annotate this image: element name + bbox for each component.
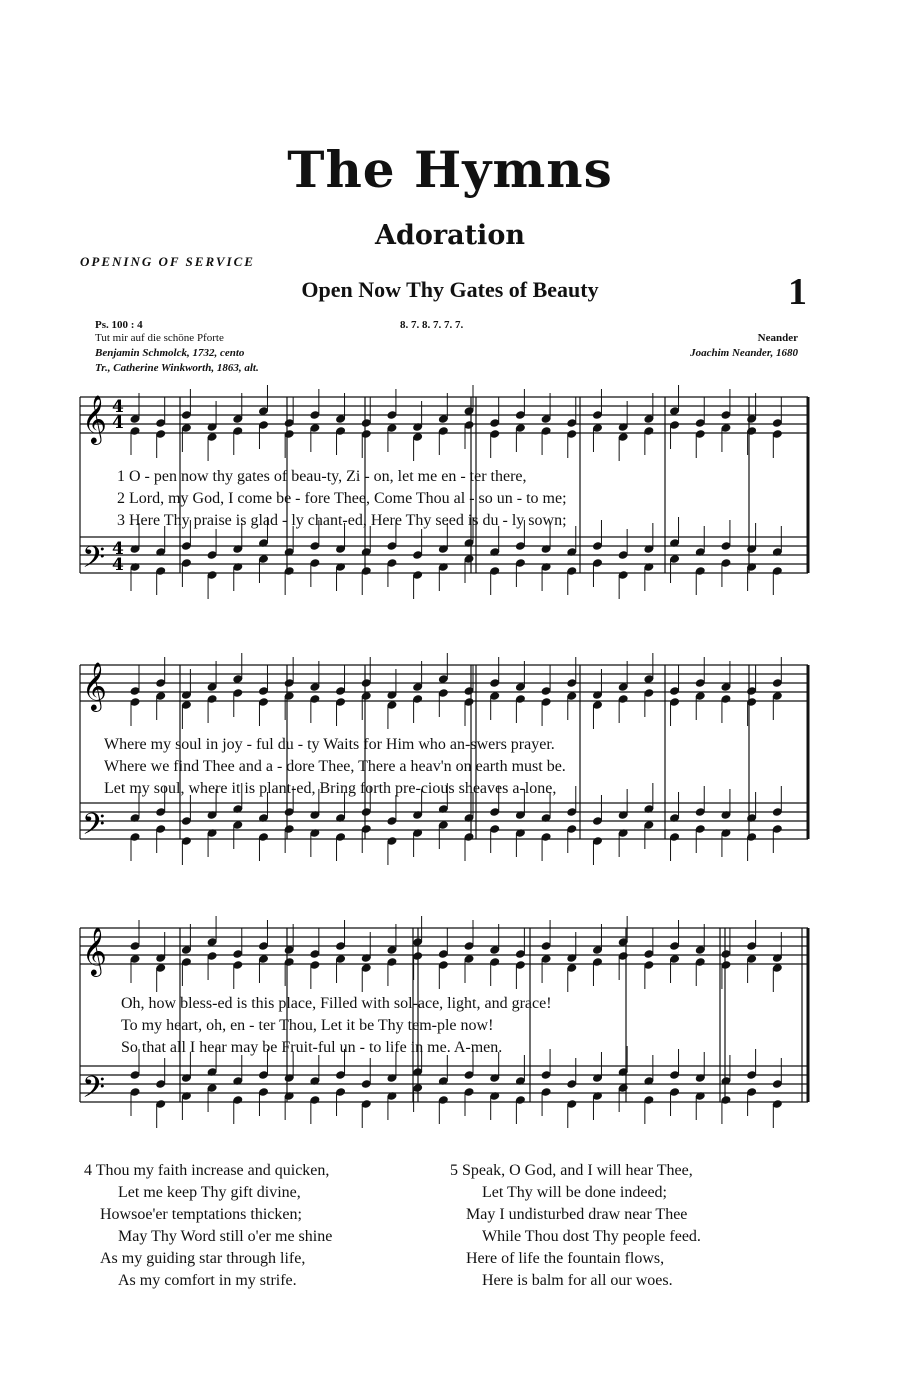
bass-clef-icon: 𝄢 <box>82 1071 106 1112</box>
lyric-line: Oh, how bless-ed is this place, Filled with sol-ace, light, and grace! <box>121 995 552 1012</box>
stanza-line: May I undisturbed draw near Thee <box>466 1206 688 1223</box>
author-credit: Benjamin Schmolck, 1732, cento <box>95 347 245 359</box>
treble-clef-icon: 𝄞 <box>82 394 107 443</box>
stanza-line: Here is balm for all our woes. <box>482 1272 673 1289</box>
lyric-line: Where we find Thee and a - dore Thee, There a heav'n on earth must be. <box>104 758 566 775</box>
original-title: Tut mir auf die schöne Pforte <box>95 332 224 344</box>
time-signature-bottom: 4 <box>112 555 124 575</box>
stanza-5 <box>450 1160 701 1292</box>
bass-clef-icon: 𝄢 <box>82 808 106 849</box>
stanza-line: As my guiding star through life, <box>100 1250 306 1267</box>
tune-name: Neander <box>757 332 798 344</box>
bass-clef-icon: 𝄢 <box>82 541 106 582</box>
stanza-line: 5 Speak, O God, and I will hear Thee, <box>450 1162 693 1179</box>
stanza-line: Let me keep Thy gift divine, <box>118 1184 301 1201</box>
stanza-line: Howsoe'er temptations thicken; <box>100 1206 302 1223</box>
stanza-line: 4 Thou my faith increase and quicken, <box>84 1162 330 1179</box>
hymn-number: 1 <box>788 271 807 313</box>
treble-clef-icon: 𝄞 <box>82 926 107 975</box>
lyric-line: 3 Here Thy praise is glad - ly chant-ed, Here Thy seed is du - ly sown; <box>117 512 567 529</box>
stanza-line: Here of life the fountain flows, <box>466 1250 665 1267</box>
stanza-line: Let Thy will be done indeed; <box>482 1184 667 1201</box>
lyric-line: To my heart, oh, en - ter Thou, Let it be Thy tem-ple now! <box>121 1017 494 1034</box>
book-title: The Hymns <box>287 140 613 199</box>
treble-clef-icon: 𝄞 <box>82 661 107 710</box>
stanza-line: As my comfort in my strife. <box>118 1272 297 1289</box>
stanza-4 <box>84 1160 332 1292</box>
meter: 8. 7. 8. 7. 7. 7. <box>400 319 464 331</box>
stanza-line: While Thou dost Thy people feed. <box>482 1228 701 1245</box>
time-signature-top: 4 <box>112 397 124 417</box>
composer-credit: Joachim Neander, 1680 <box>690 347 798 359</box>
time-signature-bottom: 4 <box>112 413 124 433</box>
translator-credit: Tr., Catherine Winkworth, 1863, alt. <box>95 362 259 374</box>
stanza-line: May Thy Word still o'er me shine <box>118 1228 333 1245</box>
lyric-line: Where my soul in joy - ful du - ty Waits for Him who an-swers prayer. <box>104 736 555 753</box>
lyric-line: So that all I hear may be Fruit-ful un - to life in me. A-men. <box>121 1039 503 1056</box>
scripture-reference: Ps. 100 : 4 <box>95 319 143 331</box>
lyric-line: 1 O - pen now thy gates of beau-ty, Zi - on, let me en - ter there, <box>117 468 527 485</box>
section-title: Adoration <box>375 220 525 251</box>
time-signature-top: 4 <box>112 539 124 559</box>
category-label: OPENING OF SERVICE <box>80 254 255 269</box>
lyric-line: Let my soul, where it is plant-ed, Bring forth pre-cious sheaves a-lone, <box>104 780 557 797</box>
hymn-title: Open Now Thy Gates of Beauty <box>301 277 599 302</box>
lyric-line: 2 Lord, my God, I come be - fore Thee, Come Thou al - so un - to me; <box>117 490 567 507</box>
